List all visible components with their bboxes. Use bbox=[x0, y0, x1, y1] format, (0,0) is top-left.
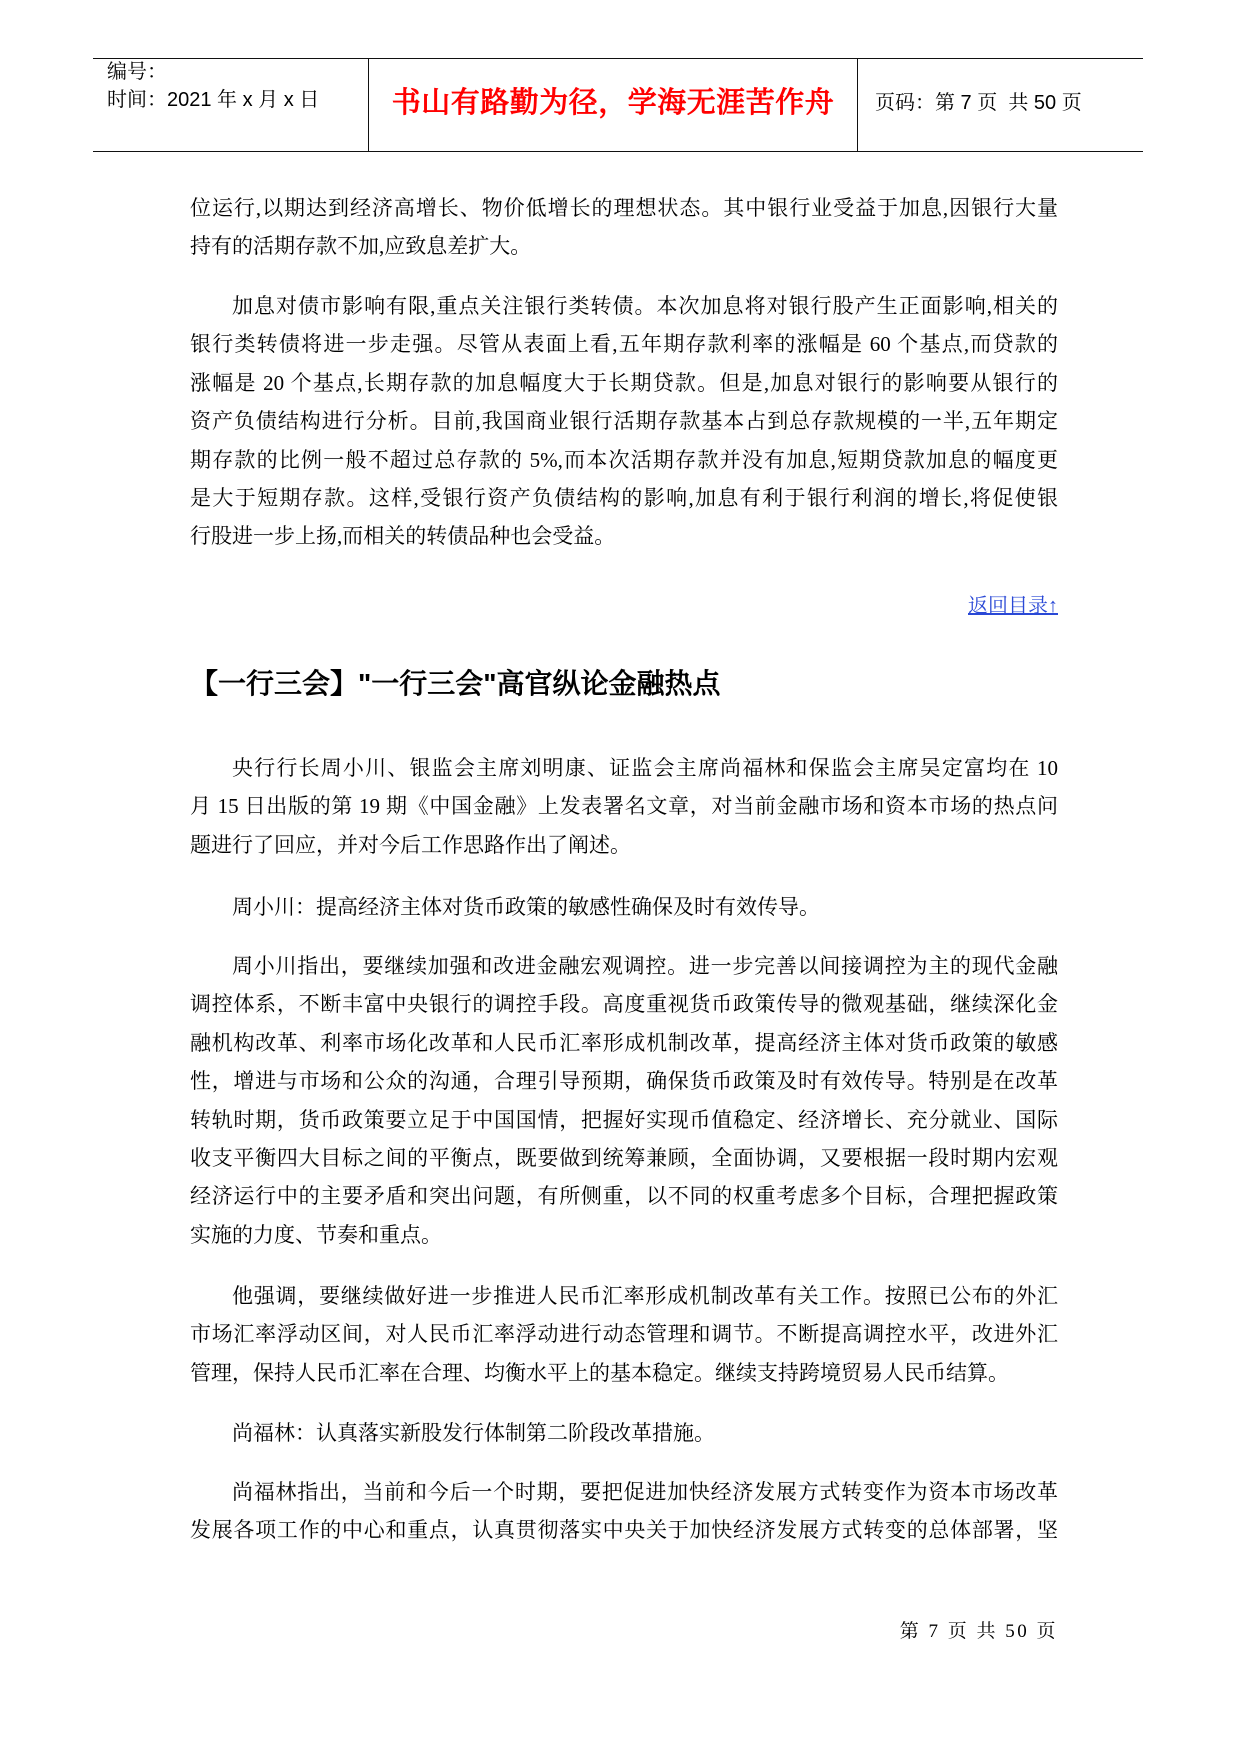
paragraph-line: 实施的力度、节奏和重点。 bbox=[190, 1222, 442, 1247]
paragraph-line: 收支平衡四大目标之间的平衡点，既要做到统筹兼顾，全面协调，又要根据一段时期内宏观 bbox=[190, 1145, 1058, 1170]
paragraph bbox=[190, 189, 1058, 266]
paragraph-line: 央行行长周小川、银监会主席刘明康、证监会主席尚福林和保监会主席吴定富均在 10 bbox=[232, 756, 1058, 780]
paragraph-line: 期存款的比例一般不超过总存款的 5%,而本次活期存款并没有加息,短期贷款加息的幅度更 bbox=[190, 447, 1058, 472]
header-number-label: 编号： bbox=[107, 61, 167, 83]
paragraph-line: 他强调，要继续做好进一步推进人民币汇率形成机制改革有关工作。按照已公布的外汇 bbox=[232, 1284, 1058, 1308]
paragraph bbox=[190, 1473, 1058, 1550]
paragraph-line: 周小川指出，要继续加强和改进金融宏观调控。进一步完善以间接调控为主的现代金融 bbox=[232, 954, 1058, 978]
paragraph-line: 发展各项工作的中心和重点，认真贯彻落实中央关于加快经济发展方式转变的总体部署，坚 bbox=[190, 1518, 1058, 1543]
paragraph bbox=[190, 947, 1058, 1254]
paragraph-line: 尚福林指出，当前和今后一个时期，要把促进加快经济发展方式转变作为资本市场改革 bbox=[232, 1480, 1058, 1504]
paragraph-line: 经济运行中的主要矛盾和突出问题，有所侧重，以不同的权重考虑多个目标，合理把握政策 bbox=[190, 1184, 1058, 1209]
paragraph-line: 性，增进与市场和公众的沟通，合理引导预期，确保货币政策及时有效传导。特别是在改革 bbox=[190, 1069, 1058, 1094]
paragraph-line: 题进行了回应，并对今后工作思路作出了阐述。 bbox=[190, 832, 631, 857]
paragraph bbox=[190, 287, 1058, 556]
paragraph-line: 月 15 日出版的第 19 期《中国金融》上发表署名文章，对当前金融市场和资本市场的热点问 bbox=[190, 794, 1058, 819]
header-date: 时间：2021 年 x 月 x 日 bbox=[107, 89, 320, 111]
paragraph bbox=[190, 1277, 1058, 1392]
header-left-cell bbox=[93, 59, 368, 151]
section-heading: 【一行三会】"一行三会"高官纵论金融热点 bbox=[190, 668, 721, 699]
page-header bbox=[93, 58, 1143, 152]
header-page-info: 页码：第 7 页 共 50 页 bbox=[875, 91, 1082, 114]
paragraph-line: 位运行,以期达到经济高增长、物价低增长的理想状态。其中银行业受益于加息,因银行大量 bbox=[190, 196, 1058, 220]
paragraph-line: 尚福林：认真落实新股发行体制第二阶段改革措施。 bbox=[232, 1421, 715, 1445]
back-to-toc-row bbox=[190, 587, 1058, 625]
paragraph bbox=[190, 749, 1058, 864]
paragraph-line: 融机构改革、利率市场化改革和人民币汇率形成机制改革，提高经济主体对货币政策的敏感 bbox=[190, 1030, 1058, 1055]
paragraph-line: 持有的活期存款不加,应致息差扩大。 bbox=[190, 234, 532, 259]
paragraph bbox=[190, 1414, 1058, 1452]
paragraph-line: 市场汇率浮动区间，对人民币汇率浮动进行动态管理和调节。不断提高调控水平，改进外汇 bbox=[190, 1322, 1058, 1347]
paragraph-line: 加息对债市影响有限,重点关注银行类转债。本次加息将对银行股产生正面影响,相关的 bbox=[232, 294, 1058, 318]
paragraph-line: 调控体系，不断丰富中央银行的调控手段。高度重视货币政策传导的微观基础，继续深化金 bbox=[190, 992, 1058, 1017]
paragraph-line: 涨幅是 20 个基点,长期存款的加息幅度大于长期贷款。但是,加息对银行的影响要从银行的 bbox=[190, 370, 1058, 395]
paragraph-line: 是大于短期存款。这样,受银行资产负债结构的影响,加息有利于银行利润的增长,将促使银 bbox=[190, 485, 1058, 510]
paragraph-line: 管理，保持人民币汇率在合理、均衡水平上的基本稳定。继续支持跨境贸易人民币结算。 bbox=[190, 1360, 1009, 1385]
paragraph-line: 转轨时期，货币政策要立足于中国国情，把握好实现币值稳定、经济增长、充分就业、国际 bbox=[190, 1107, 1058, 1132]
paragraph-line: 行股进一步上扬,而相关的转债品种也会受益。 bbox=[190, 524, 616, 549]
paragraph-line: 周小川：提高经济主体对货币政策的敏感性确保及时有效传导。 bbox=[232, 895, 820, 919]
paragraph bbox=[190, 888, 1058, 926]
page-footer-page-number: 第 7 页 共 50 页 bbox=[899, 1621, 1058, 1642]
back-to-toc-link[interactable]: 返回目录↑ bbox=[968, 595, 1058, 617]
header-right-cell bbox=[858, 59, 1143, 151]
header-motto: 书山有路勤为径，学海无涯苦作舟 bbox=[391, 86, 835, 119]
paragraph-line: 银行类转债将进一步走强。尽管从表面上看,五年期存款利率的涨幅是 60 个基点,而贷款的 bbox=[190, 332, 1058, 357]
paragraph-line: 资产负债结构进行分析。目前,我国商业银行活期存款基本占到总存款规模的一半,五年期定 bbox=[190, 409, 1058, 434]
header-middle-cell bbox=[368, 59, 858, 151]
